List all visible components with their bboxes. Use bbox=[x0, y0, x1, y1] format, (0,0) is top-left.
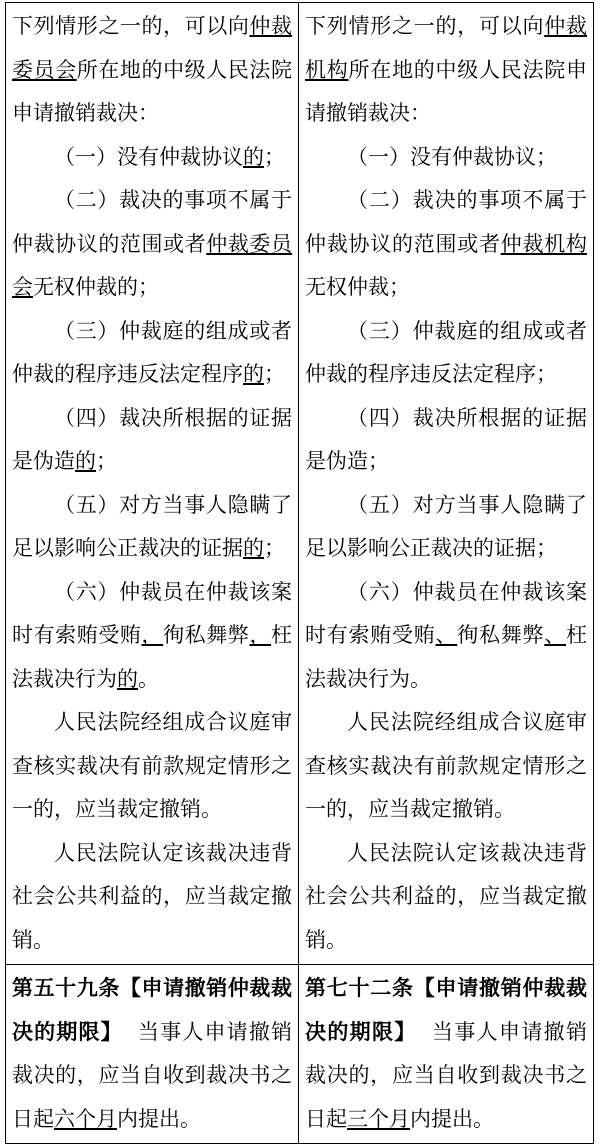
right-item-5-before: 对方当事人隐瞒了足以影响公正裁决的证据； bbox=[305, 492, 588, 560]
left-item-5-underlined: 的 bbox=[243, 536, 264, 560]
right-paragraph-1: 人民法院经组成合议庭审查核实裁决有前款规定情形之一的，应当裁定撤销。 bbox=[305, 710, 587, 821]
left-item-6-tail: 。 bbox=[138, 666, 159, 691]
right-column-footer bbox=[299, 965, 594, 1144]
left-footer-text-before: 当事人申请撤销裁决的，应当自收到裁决书之日起 bbox=[12, 1019, 293, 1131]
right-intro-before: 下列情形之一的，可以向 bbox=[305, 14, 545, 38]
right-footer-paragraph bbox=[305, 967, 587, 1141]
right-item-6-tail: 。 bbox=[410, 666, 431, 691]
right-item-3 bbox=[305, 310, 587, 397]
right-footer-text-before: 当事人申请撤销裁决的，应当自收到裁决书之日起 bbox=[305, 1019, 588, 1131]
left-item-2-after: 无权仲裁的； bbox=[33, 275, 159, 299]
right-intro-underlined-term: 仲裁机构 bbox=[305, 14, 587, 82]
table-row-footer bbox=[6, 965, 594, 1144]
left-item-6-part3: 枉法裁决行为 bbox=[12, 623, 293, 691]
left-intro-underlined-term: 仲裁委员会 bbox=[12, 14, 293, 82]
left-paragraph-2: 人民法院认定该裁决违背社会公共利益的，应当裁定撤销。 bbox=[12, 840, 292, 952]
left-item-6 bbox=[12, 571, 292, 702]
right-item-1-number: （一） bbox=[347, 144, 410, 169]
left-footer-underlined-term: 六个月 bbox=[54, 1106, 117, 1131]
right-item-4-before: 裁决所根据的证据是伪造； bbox=[305, 405, 588, 473]
right-item-4-number: （四） bbox=[347, 405, 413, 430]
right-article-title: 【申请撤销仲裁裁决的期限】 bbox=[305, 976, 587, 1044]
left-item-3-after: ； bbox=[264, 362, 285, 386]
left-item-5-after: ； bbox=[264, 536, 285, 560]
left-item-2-before: 裁决的事项不属于仲裁协议的范围或者 bbox=[12, 188, 293, 256]
right-item-2-underlined: 仲裁机构 bbox=[500, 231, 587, 256]
right-item-6-part3: 枉法裁决行为 bbox=[305, 623, 587, 691]
right-item-5-number: （五） bbox=[347, 492, 413, 517]
left-item-6-tail-underlined: 的 bbox=[117, 666, 138, 691]
right-item-3-before: 仲裁庭的组成或者仲裁的程序违反法定程序； bbox=[305, 318, 588, 386]
right-paragraph-2: 人民法院认定该裁决违背社会公共利益的，应当裁定撤销。 bbox=[305, 840, 587, 952]
left-item-1 bbox=[12, 136, 292, 180]
right-item-2 bbox=[305, 179, 587, 310]
left-item-3-number: （三） bbox=[54, 318, 120, 343]
right-item-2-before: 裁决的事项不属于仲裁协议的范围或者 bbox=[305, 188, 588, 256]
left-item-3-before: 仲裁庭的组成或者仲裁的程序违反法定程序 bbox=[12, 318, 293, 386]
left-item-1-number: （一） bbox=[54, 144, 117, 169]
right-item-4 bbox=[305, 397, 587, 484]
right-item-6 bbox=[305, 571, 587, 702]
left-item-3-underlined: 的 bbox=[243, 362, 264, 386]
left-item-4 bbox=[12, 397, 292, 484]
right-article-number: 第七十二条 bbox=[305, 976, 414, 1000]
left-footer-paragraph bbox=[12, 967, 292, 1141]
left-intro-paragraph bbox=[12, 5, 292, 136]
left-intro-before: 下列情形之一的，可以向 bbox=[12, 14, 250, 38]
left-item-1-after: ； bbox=[264, 144, 285, 169]
right-intro-paragraph bbox=[305, 5, 587, 136]
left-intro-after: 所在地的中级人民法院申请撤销裁决： bbox=[12, 57, 292, 125]
left-column-footer bbox=[6, 965, 299, 1144]
left-column-body bbox=[6, 3, 299, 965]
right-item-3-number: （三） bbox=[347, 318, 413, 343]
table-row-body bbox=[6, 3, 594, 965]
left-item-5-number: （五） bbox=[54, 492, 120, 517]
document-page bbox=[0, 2, 600, 1131]
left-item-2-underlined: 仲裁委员会 bbox=[12, 231, 292, 299]
right-footer-underlined-term: 三个月 bbox=[347, 1106, 410, 1131]
right-item-6-part1: 仲裁员在仲裁该案时有索贿受贿 bbox=[305, 579, 588, 647]
left-item-2-number: （二） bbox=[54, 188, 120, 212]
left-item-4-after: ； bbox=[96, 449, 117, 473]
right-item-6-number: （六） bbox=[347, 579, 413, 604]
right-item-5 bbox=[305, 484, 587, 571]
left-item-3 bbox=[12, 310, 292, 397]
left-footer-text-after: 内提出。 bbox=[117, 1106, 201, 1131]
right-item-2-number: （二） bbox=[347, 188, 413, 212]
left-item-6-separator-1: ， bbox=[141, 623, 164, 647]
left-item-4-number: （四） bbox=[54, 405, 120, 430]
left-item-2 bbox=[12, 179, 292, 310]
right-item-1 bbox=[305, 136, 587, 180]
right-column-body bbox=[299, 3, 594, 965]
right-footer-text-after: 内提出。 bbox=[410, 1106, 494, 1131]
left-item-4-underlined: 的 bbox=[75, 449, 96, 473]
left-article-title: 【申请撤销仲裁裁决的期限】 bbox=[12, 976, 293, 1044]
right-item-2-after: 无权仲裁； bbox=[305, 275, 410, 299]
right-item-6-part2: 徇私舞弊 bbox=[457, 623, 545, 647]
left-paragraph-1: 人民法院经组成合议庭审查核实裁决有前款规定情形之一的，应当裁定撤销。 bbox=[12, 710, 292, 821]
left-item-5-before: 对方当事人隐瞒了足以影响公正裁决的证据 bbox=[12, 492, 293, 560]
left-item-5 bbox=[12, 484, 292, 571]
left-item-6-part1: 仲裁员在仲裁该案时有索贿受贿 bbox=[12, 579, 293, 647]
right-item-6-separator-1: 、 bbox=[435, 623, 458, 647]
left-item-1-underlined: 的 bbox=[243, 144, 264, 169]
left-item-6-number: （六） bbox=[54, 579, 120, 604]
left-item-6-part2: 徇私舞弊 bbox=[163, 623, 250, 647]
left-item-1-before: 没有仲裁协议 bbox=[117, 144, 243, 169]
left-article-number: 第五十九条 bbox=[12, 976, 120, 1000]
comparison-table bbox=[5, 2, 594, 1144]
left-item-6-separator-2: ， bbox=[249, 623, 272, 647]
right-item-6-separator-2: 、 bbox=[544, 623, 566, 647]
left-item-4-before: 裁决所根据的证据是伪造 bbox=[12, 405, 293, 473]
right-intro-after: 所在地的中级人民法院申请撤销裁决： bbox=[305, 57, 587, 125]
right-item-1-before: 没有仲裁协议； bbox=[410, 144, 557, 169]
